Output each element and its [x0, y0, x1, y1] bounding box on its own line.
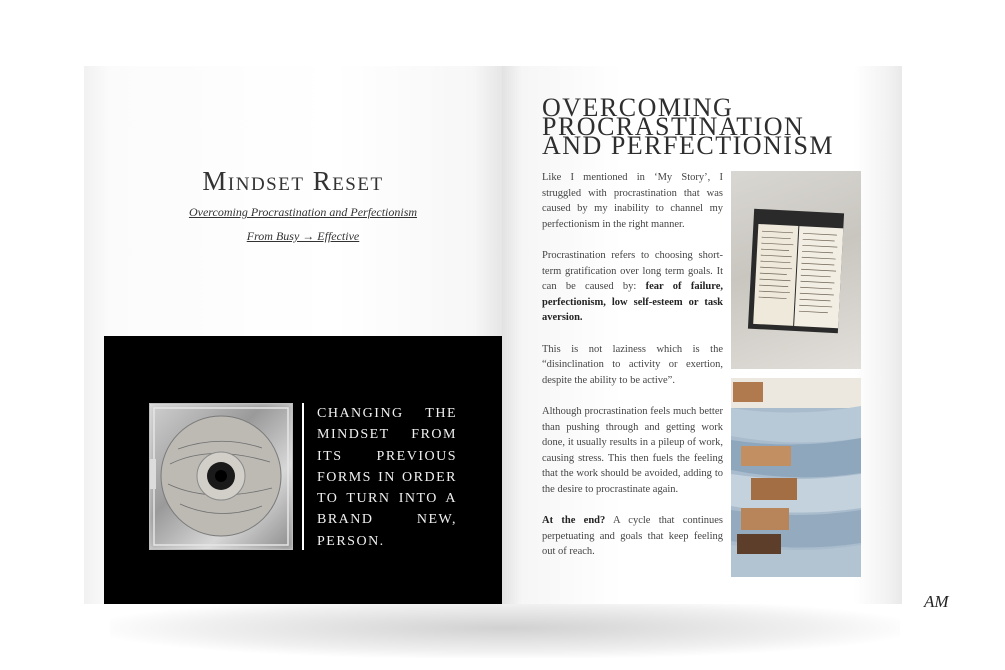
quote-text: CHANGING THE MINDSET FROM ITS PREVIOUS FORMS IN ORDER TO TURN INTO A BRAND NEW, PERSON.	[317, 406, 457, 549]
paragraph: At the end? A cycle that continues perpetuating and goals that keep feeling out of reach.	[542, 515, 724, 558]
notebook-photo	[731, 171, 861, 369]
page-subtitle-secondary: From Busy → Effective	[246, 229, 360, 243]
paragraph: This is not laziness which is the “disinclination to activity or exertion, despite the ability to be active”.	[542, 343, 723, 386]
article-title: OVERCOMING PROCRASTINATION AND PERFECTIONISM	[542, 93, 835, 160]
cd-image	[149, 403, 293, 550]
jeans-photo	[731, 378, 861, 577]
article-body	[542, 170, 723, 575]
divider	[302, 403, 304, 550]
quote-panel	[104, 336, 502, 604]
paragraph: Procrastination refers to choosing short-term gratification over long term goals. It can be caused by: fear of failure, perfectionism, low self-esteem or task aversion.	[542, 249, 723, 324]
bold-text: fear of failure, perfectionism, low self-esteem or task aversion.	[542, 281, 723, 324]
signature: AM	[924, 592, 949, 611]
page-subtitle: Overcoming Procrastination and Perfectionism	[188, 205, 418, 219]
left-page	[84, 66, 502, 604]
bold-text: At the end?	[542, 515, 606, 527]
page-title: Mindset Reset	[202, 166, 384, 196]
cd-disc-icon	[150, 404, 292, 549]
paragraph: Like I mentioned in ‘My Story’, I struggled with procrastination that was caused by my inability to channel my perfectionism in the right manner.	[542, 172, 723, 230]
book-shadow	[110, 598, 900, 658]
paragraph: Although procrastination feels much better than pushing through and getting work done, it usually results in a pileup of work, causing stress. This then fuels the feeling that the work should be avoided, adding to the desire to procrastinate again.	[542, 405, 723, 495]
